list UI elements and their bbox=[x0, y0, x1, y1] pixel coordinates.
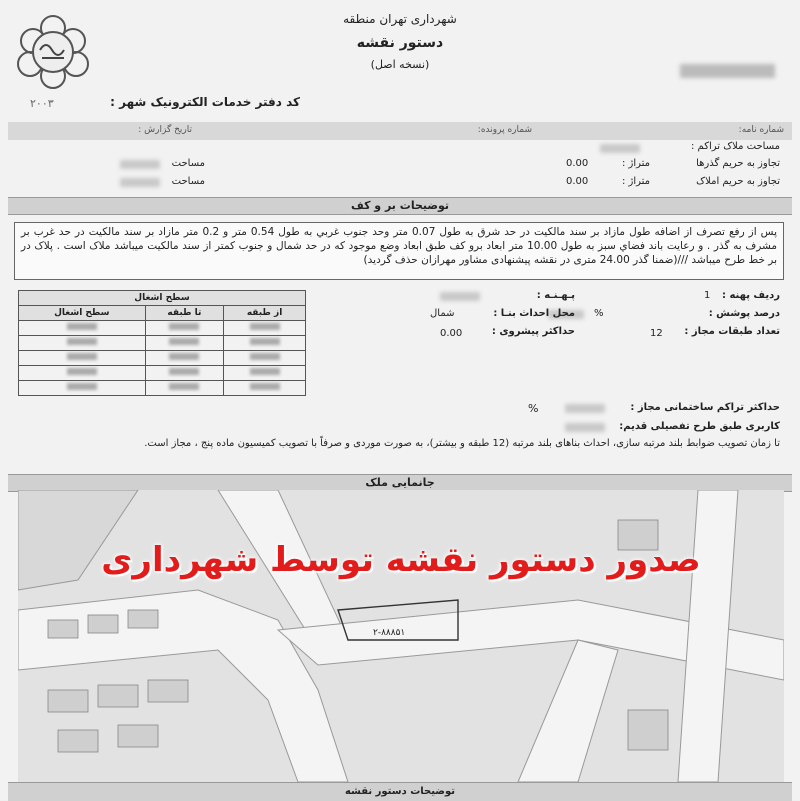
setback-description: پس از رفع تصرف از اضافه طول مازاد بر سند مالکیت در حد شرق به طول 0.07 متر وحد جنوب غربي به طول 0.54 متر و 0.2 متر مازاد بر سند مالکیت در حد غرب بر مشرف به گذر . و رعایت باند فضاي سبز به طول 10.00 متر ابعاد برو کف طبق ابعاد وضع موجود که در حد شمال و جنوب کمتر از سند مالکیت میباشد ملاک است . پلاک در بر خط طرح میباشد ///(ضمنا گذر 24.00 متری در نقشه پیشنهادی مشاور مهرازان حذف گردید) bbox=[14, 222, 784, 280]
table-row bbox=[19, 381, 306, 396]
tehran-municipality-logo bbox=[8, 6, 98, 96]
redacted-value bbox=[600, 144, 640, 153]
area-label-1: مساحت bbox=[171, 158, 205, 169]
report-date-label: تاریخ گزارش : bbox=[138, 125, 192, 135]
zone-label: پـهـنـه : bbox=[536, 290, 575, 301]
office-code: ۲۰۰۳ bbox=[30, 97, 54, 110]
info-bar bbox=[8, 122, 792, 140]
floor-table-title: سطح اشغال bbox=[19, 291, 306, 306]
redacted-value bbox=[120, 178, 160, 187]
footer-section-title: توضیحات دستور نقشه bbox=[8, 782, 792, 801]
table-row bbox=[19, 366, 306, 381]
col-from-floor: از طبقه bbox=[224, 306, 306, 321]
table-row bbox=[19, 321, 306, 336]
redacted-value bbox=[440, 292, 480, 301]
max-projection-value: 0.00 bbox=[440, 328, 463, 339]
municipality-title: شهرداری تهران منطقه bbox=[343, 12, 457, 26]
zone-row-value: 1 bbox=[704, 290, 711, 301]
table-row bbox=[19, 351, 306, 366]
office-label: کد دفتر خدمات الکترونیک شهر : bbox=[110, 95, 300, 109]
street-encroach-label: تجاوز به حریم گذرها bbox=[696, 158, 780, 169]
redacted-value bbox=[565, 404, 605, 413]
map-section-title: جانمایی ملک bbox=[8, 474, 792, 492]
old-usage-label: کاربری طبق طرح تفصیلی قدیم: bbox=[619, 421, 780, 432]
copy-type: (نسخه اصل) bbox=[370, 58, 430, 71]
zone-row-label: ردیف پهنه : bbox=[721, 290, 780, 301]
file-no-label: شماره پرونده: bbox=[477, 125, 532, 135]
build-location-value: شمال bbox=[430, 308, 455, 319]
floors-label: تعداد طبقات مجاز : bbox=[684, 326, 780, 337]
unit-meter-label: متراژ : bbox=[621, 158, 650, 169]
build-location-label: محل احداث بنـا : bbox=[493, 308, 575, 319]
document-title: دستور نقشه bbox=[356, 35, 444, 51]
col-to-floor: تا طبقه bbox=[145, 306, 223, 321]
street-encroach-value: 0.00 bbox=[566, 158, 589, 169]
floors-value: 12 bbox=[650, 328, 663, 339]
high-rise-note: تا زمان تصویب ضوابط بلند مرتبه سازی، احداث بناهای بلند مرتبه (12 طبقه و بیشتر)، به صورت موردی و صرفاً با تصویب کمیسیون ماده پنج ، مجاز است. bbox=[144, 438, 780, 449]
property-encroach-label: تجاوز به حریم املاک bbox=[696, 176, 780, 187]
coverage-label: درصد پوشش : bbox=[708, 308, 780, 319]
redacted-value bbox=[120, 160, 160, 169]
parcel-map bbox=[18, 490, 784, 782]
overlay-title: صدور دستور نقشه توسط شهرداری bbox=[101, 540, 701, 580]
setback-section-title: توضیحات بر و کف bbox=[8, 197, 792, 215]
floor-occupancy-table bbox=[18, 290, 306, 396]
table-row bbox=[19, 336, 306, 351]
coverage-percent: % bbox=[594, 308, 604, 319]
letter-no-label: شماره نامه: bbox=[738, 125, 784, 135]
unit-meter-label-2: متراژ : bbox=[621, 176, 650, 187]
col-occupancy: سطح اشغال bbox=[19, 306, 146, 321]
map-drawing bbox=[18, 490, 784, 782]
density-percent: % bbox=[528, 402, 539, 415]
max-projection-label: حداکثر پیشروی : bbox=[491, 326, 575, 337]
parcel-label: ۲-۸۸۸۵۱ bbox=[373, 628, 406, 638]
area-label-2: مساحت bbox=[171, 176, 205, 187]
property-encroach-value: 0.00 bbox=[566, 176, 589, 187]
redacted-value bbox=[565, 423, 605, 432]
redacted-number bbox=[680, 64, 775, 78]
max-density-label: حداکثر تراکم ساختمانی مجاز : bbox=[630, 402, 780, 413]
density-area-label: مساحت ملاک تراکم : bbox=[691, 141, 780, 152]
